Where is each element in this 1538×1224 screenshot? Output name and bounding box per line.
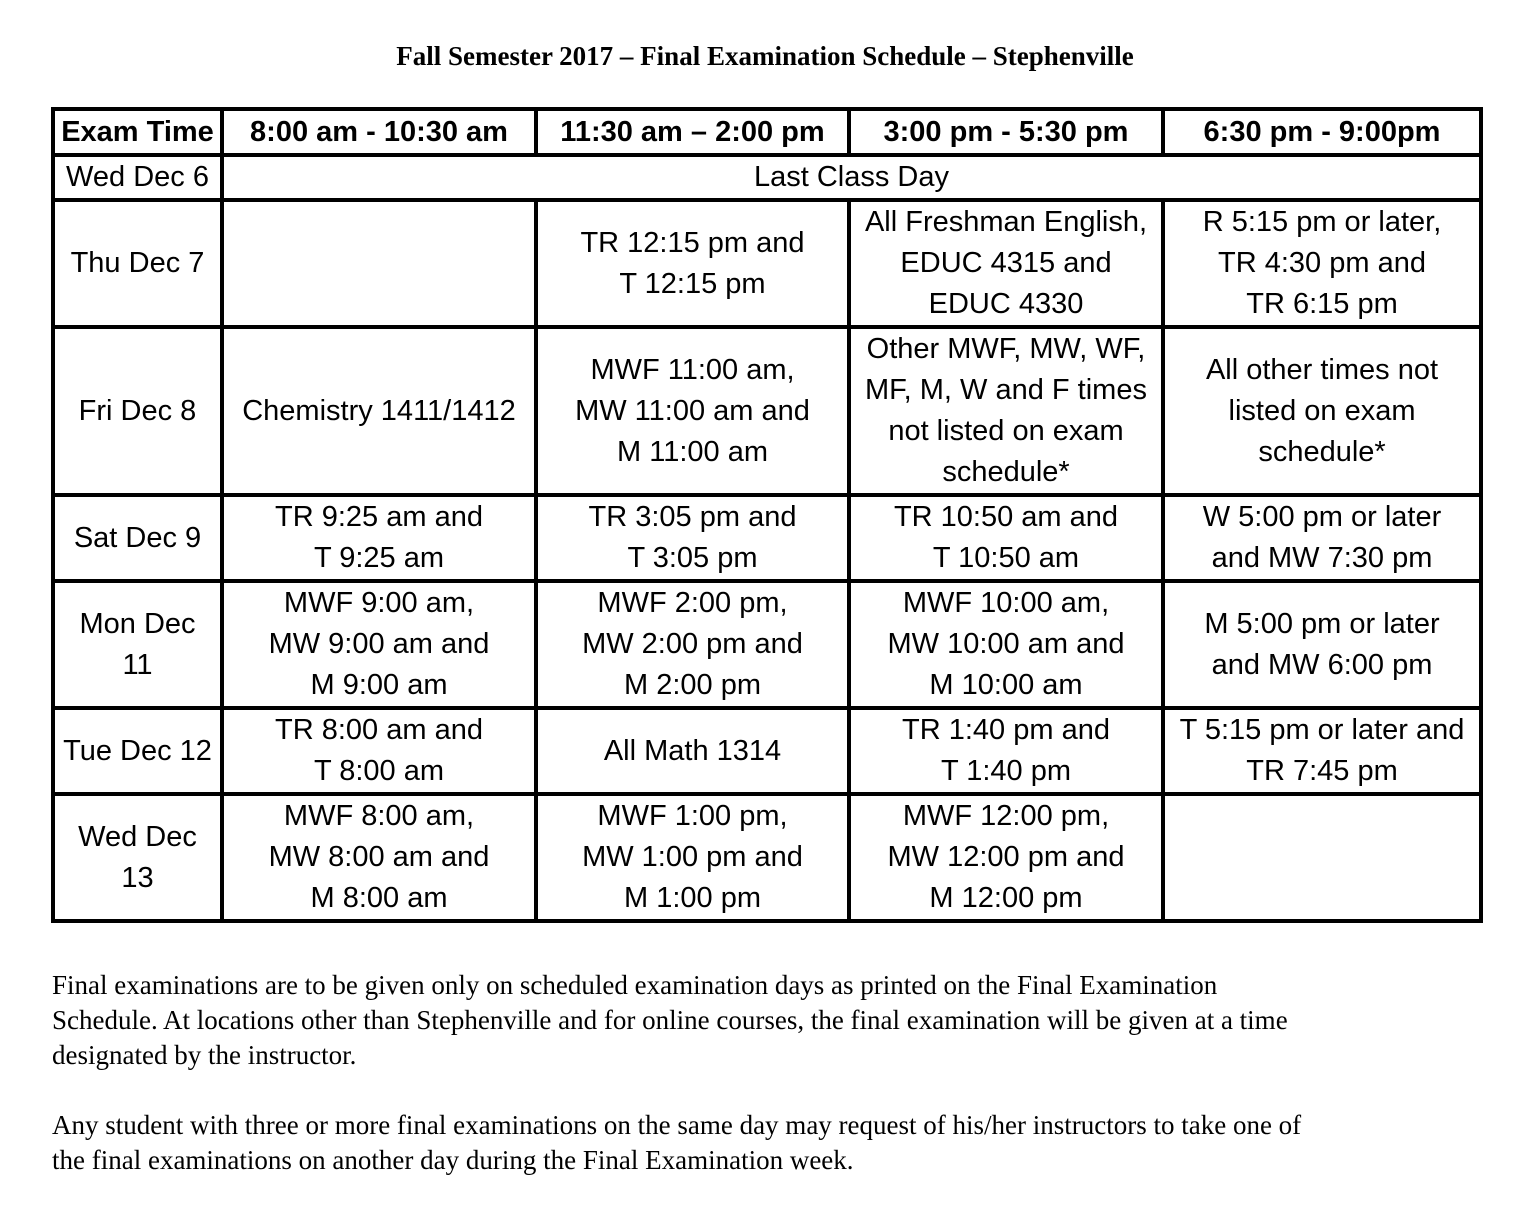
header-slot-2: 11:30 am – 2:00 pm bbox=[536, 109, 849, 155]
notes-section bbox=[52, 968, 1482, 1213]
cell-line: All Freshman English, bbox=[864, 206, 1148, 238]
table-row bbox=[53, 794, 1481, 921]
cell-line: MW 9:00 am and bbox=[268, 628, 490, 660]
header-slot-1: 8:00 am - 10:30 am bbox=[222, 109, 536, 155]
cell-line: Mon Dec bbox=[79, 607, 196, 640]
cell-line: and MW 7:30 pm bbox=[1211, 542, 1433, 574]
exam-cell bbox=[536, 327, 849, 495]
cell-line: 11 bbox=[122, 648, 153, 681]
cell-line: T 10:50 am bbox=[932, 542, 1080, 574]
cell-line: All other times not bbox=[1205, 353, 1439, 386]
day-cell bbox=[53, 794, 222, 921]
cell-line: Tue Dec 12 bbox=[63, 734, 212, 767]
note-line: the final examinations on another day during the Final Examination week. bbox=[52, 1145, 854, 1175]
exam-cell bbox=[849, 495, 1163, 581]
cell-line: TR 9:25 am and bbox=[275, 501, 483, 533]
cell-line: MW 2:00 pm and bbox=[582, 628, 803, 660]
last-class-row bbox=[53, 155, 1481, 200]
day-cell bbox=[53, 581, 222, 708]
cell-line: M 11:00 am bbox=[617, 435, 768, 468]
cell-line: Chemistry 1411/1412 bbox=[242, 394, 516, 427]
cell-line: TR 10:50 am and bbox=[893, 501, 1119, 533]
header-exam-time: Exam Time bbox=[53, 109, 222, 155]
day-cell bbox=[53, 200, 222, 327]
table-row bbox=[53, 495, 1481, 581]
cell-line: schedule* bbox=[1258, 435, 1386, 468]
cell-line: MWF 12:00 pm, bbox=[902, 800, 1110, 832]
cell-line: listed on exam bbox=[1228, 394, 1416, 427]
empty-cell bbox=[222, 200, 536, 327]
day-cell: Wed Dec 6 bbox=[53, 155, 222, 200]
note-paragraph bbox=[52, 1108, 1482, 1178]
cell-line: M 10:00 am bbox=[929, 669, 1083, 701]
cell-line: MWF 8:00 am, bbox=[283, 800, 475, 832]
day-cell bbox=[53, 708, 222, 794]
exam-cell bbox=[222, 708, 536, 794]
document-title: Fall Semester 2017 – Final Examination Schedule – Stephenville bbox=[396, 41, 1134, 71]
cell-line: TR 7:45 pm bbox=[1246, 755, 1398, 787]
cell-line: MW 11:00 am and bbox=[575, 394, 810, 427]
cell-line: TR 3:05 pm and bbox=[588, 501, 797, 533]
header-row bbox=[53, 109, 1481, 155]
cell-line: M 12:00 pm bbox=[929, 882, 1083, 914]
exam-cell bbox=[536, 200, 849, 327]
cell-line: Fri Dec 8 bbox=[78, 394, 197, 427]
exam-cell bbox=[222, 581, 536, 708]
cell-line: TR 4:30 pm and bbox=[1218, 247, 1426, 279]
cell-line: T 3:05 pm bbox=[627, 542, 758, 574]
exam-cell bbox=[849, 200, 1163, 327]
note-line: designated by the instructor. bbox=[52, 1040, 357, 1070]
exam-cell bbox=[1163, 581, 1481, 708]
cell-line: MWF 10:00 am, bbox=[902, 587, 1110, 619]
cell-line: T 1:40 pm bbox=[940, 755, 1072, 787]
cell-line: and MW 6:00 pm bbox=[1211, 648, 1433, 681]
cell-line: MF, M, W and F times bbox=[865, 374, 1147, 406]
table-row bbox=[53, 200, 1481, 327]
note-paragraph bbox=[52, 968, 1482, 1073]
cell-line: T 8:00 am bbox=[313, 755, 445, 787]
cell-line: W 5:00 pm or later bbox=[1202, 501, 1442, 533]
cell-line: MW 8:00 am and bbox=[268, 841, 490, 873]
day-cell bbox=[53, 327, 222, 495]
cell-line: Wed Dec bbox=[78, 820, 197, 853]
table-row bbox=[53, 327, 1481, 495]
cell-line: not listed on exam bbox=[888, 415, 1124, 447]
table-row bbox=[53, 708, 1481, 794]
cell-line: MWF 1:00 pm, bbox=[597, 800, 788, 832]
cell-line: MWF 9:00 am, bbox=[283, 587, 475, 619]
cell-line: MW 10:00 am and bbox=[887, 628, 1125, 660]
cell-line: MWF 2:00 pm, bbox=[597, 587, 788, 619]
cell-line: MW 1:00 pm and bbox=[582, 841, 803, 873]
exam-cell bbox=[1163, 708, 1481, 794]
exam-cell bbox=[536, 708, 849, 794]
last-class-day-cell: Last Class Day bbox=[222, 155, 1481, 200]
cell-line: M 1:00 pm bbox=[624, 882, 761, 914]
exam-cell bbox=[849, 327, 1163, 495]
cell-line: EDUC 4330 bbox=[928, 288, 1084, 320]
cell-line: T 9:25 am bbox=[313, 542, 445, 574]
exam-schedule-table bbox=[51, 107, 1483, 923]
exam-cell bbox=[222, 794, 536, 921]
cell-line: R 5:15 pm or later, bbox=[1202, 206, 1442, 238]
day-cell bbox=[53, 495, 222, 581]
cell-line: T 12:15 pm bbox=[619, 267, 766, 300]
cell-line: MW 12:00 pm and bbox=[887, 841, 1125, 873]
cell-line: schedule* bbox=[942, 456, 1070, 488]
cell-line: TR 1:40 pm and bbox=[902, 714, 1110, 746]
exam-cell bbox=[1163, 495, 1481, 581]
note-line: Schedule. At locations other than Stephenville and for online courses, the final examination will be given at a time bbox=[52, 1005, 1288, 1035]
cell-line: TR 12:15 pm and bbox=[580, 226, 805, 259]
cell-line: All Math 1314 bbox=[603, 734, 782, 767]
cell-line: M 5:00 pm or later bbox=[1204, 607, 1440, 640]
note-line: Any student with three or more final examinations on the same day may request of his/her instructors to take one of bbox=[52, 1110, 1302, 1140]
cell-line: T 5:15 pm or later and bbox=[1179, 714, 1465, 746]
header-slot-4: 6:30 pm - 9:00pm bbox=[1163, 109, 1481, 155]
note-line: Final examinations are to be given only on scheduled examination days as printed on the Final Examination bbox=[52, 970, 1218, 1000]
exam-cell bbox=[536, 581, 849, 708]
exam-cell bbox=[222, 495, 536, 581]
cell-line: 13 bbox=[121, 861, 154, 894]
cell-line: TR 8:00 am and bbox=[275, 714, 483, 746]
exam-cell bbox=[222, 327, 536, 495]
cell-line: EDUC 4315 and bbox=[900, 247, 1112, 279]
cell-line: M 8:00 am bbox=[310, 882, 448, 914]
exam-cell bbox=[1163, 200, 1481, 327]
exam-cell bbox=[536, 495, 849, 581]
exam-cell bbox=[1163, 327, 1481, 495]
header-slot-3: 3:00 pm - 5:30 pm bbox=[849, 109, 1163, 155]
cell-line: M 2:00 pm bbox=[624, 669, 761, 701]
empty-cell bbox=[1163, 794, 1481, 921]
cell-line: Other MWF, MW, WF, bbox=[866, 333, 1146, 365]
cell-line: Thu Dec 7 bbox=[70, 247, 205, 279]
exam-cell bbox=[849, 708, 1163, 794]
exam-cell bbox=[536, 794, 849, 921]
table-row bbox=[53, 581, 1481, 708]
cell-line: TR 6:15 pm bbox=[1246, 288, 1398, 320]
cell-line: MWF 11:00 am, bbox=[590, 353, 795, 386]
exam-cell bbox=[849, 794, 1163, 921]
cell-line: Sat Dec 9 bbox=[73, 521, 202, 554]
exam-cell bbox=[849, 581, 1163, 708]
cell-line: M 9:00 am bbox=[310, 669, 448, 701]
